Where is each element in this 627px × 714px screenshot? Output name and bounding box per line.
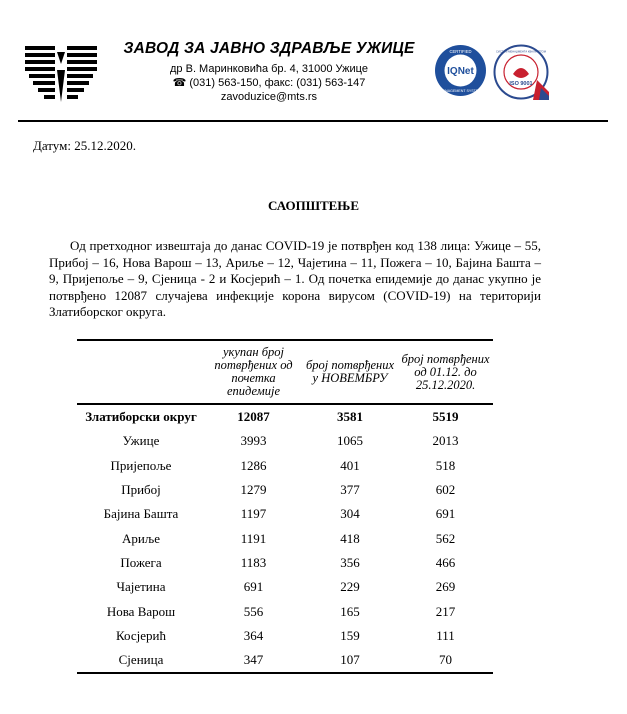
- cell-december: 562: [435, 530, 456, 546]
- header-divider: [18, 120, 608, 122]
- cell-november: 304: [340, 506, 360, 522]
- cell-total: 1183: [240, 554, 267, 570]
- row-name: Косјерић: [116, 627, 166, 643]
- table-row: [77, 502, 493, 526]
- iqnet-label: IQNet: [447, 66, 474, 77]
- cell-november: 377: [340, 482, 360, 498]
- cell-total: 1197: [240, 506, 267, 522]
- table-row: [77, 454, 493, 478]
- row-name: Пожега: [120, 554, 162, 570]
- cell-november: 356: [340, 554, 360, 570]
- cell-december: 70: [439, 652, 452, 668]
- table-row: [77, 526, 493, 550]
- cell-total: 1191: [240, 530, 267, 546]
- table-row: [77, 575, 493, 599]
- table-header-blank: [77, 340, 205, 404]
- cell-total: 3993: [240, 433, 267, 449]
- cell-total: 364: [243, 627, 264, 643]
- iso-label: ISO 9001: [509, 81, 533, 87]
- document-date: Датум: 25.12.2020.: [33, 138, 136, 153]
- iso-ring-text: СИСТЕМ МЕНАЏМЕНТА КВАЛИТЕТОМ: [495, 50, 547, 54]
- cell-november: 165: [340, 603, 360, 619]
- table-row: [77, 624, 493, 648]
- organization-email: zavoduzice@mts.rs: [220, 91, 318, 103]
- cell-december: 269: [435, 579, 456, 595]
- cell-total: 1279: [240, 482, 267, 498]
- cell-november: 229: [340, 579, 360, 595]
- column-header-november: број потврђених у НОВЕМБРУ: [305, 358, 395, 385]
- row-name: Нова Варош: [106, 603, 176, 619]
- letterhead: [23, 40, 607, 116]
- cell-december: 518: [435, 457, 456, 473]
- cell-november: 159: [340, 627, 360, 643]
- cell-december: 691: [435, 506, 456, 522]
- table-row: [77, 599, 493, 623]
- organization-address: др В. Маринковића бр. 4, 31000 Ужице: [170, 63, 368, 75]
- table-row: [77, 429, 493, 453]
- cell-november: 1065: [337, 433, 363, 449]
- cell-december: 217: [435, 603, 456, 619]
- cell-november: 401: [340, 457, 360, 473]
- column-header-total: укупан број потврђених од почетка епидемије: [214, 345, 293, 398]
- row-name: Чајетина: [116, 579, 166, 595]
- cell-december: 602: [435, 482, 456, 498]
- row-name: Бајина Башта: [103, 506, 179, 522]
- cell-december: 466: [435, 554, 456, 570]
- cell-total: 12087: [237, 409, 270, 425]
- cases-table: [77, 339, 493, 674]
- iqnet-certification-logo: [434, 44, 487, 97]
- organization-name: ЗАВОД ЗА ЈАВНО ЗДРАВЉЕ УЖИЦЕ: [123, 40, 415, 57]
- column-header-december: број потврђених од 01.12. до 25.12.2020.: [401, 351, 490, 392]
- table-header-row: [77, 340, 493, 404]
- cell-november: 418: [340, 530, 360, 546]
- table-row: [77, 478, 493, 502]
- cell-total: 1286: [240, 457, 267, 473]
- table-row: [77, 551, 493, 575]
- row-name: Прибој: [121, 482, 161, 498]
- organization-phone: ☎ (031) 563-150, факс: (031) 563-147: [172, 77, 366, 89]
- cell-november: 3581: [337, 409, 363, 425]
- iqnet-ring-bottom: MANAGEMENT SYSTEM: [439, 89, 482, 93]
- organization-block: [119, 40, 419, 104]
- cell-total: 556: [243, 603, 264, 619]
- table-row-total: [77, 404, 493, 429]
- table-row: [77, 648, 493, 673]
- cell-december: 111: [436, 627, 455, 643]
- announcement-paragraph: Од претходног извештаја до данас COVID-19 је потврђен код 138 лица: Ужице – 55, Прибој – 16, Нова Варош – 13, Ариље – 12, Чајетина – 11, Пожега – 10, Бајина Башта – 9, Пријепоље – 9, Сјеница - 2 и Косјерић – 1. Од почетка епидемије до данас укупно је потврђено 12087 случајева инфекције корона вирусом (COVID-19) на територији Златиборског округа.: [49, 238, 541, 319]
- institute-logo: [23, 44, 99, 106]
- cell-total: 347: [243, 652, 264, 668]
- row-name: Сјеница: [118, 652, 164, 668]
- row-name: Златиборски округ: [85, 409, 197, 425]
- cell-december: 5519: [432, 409, 459, 425]
- cell-total: 691: [243, 579, 264, 595]
- cell-november: 107: [340, 652, 360, 668]
- cell-december: 2013: [432, 433, 459, 449]
- iqnet-ring-top: CERTIFIED: [449, 49, 472, 54]
- iso-9001-certification-logo: [493, 44, 549, 100]
- row-name: Ариље: [121, 530, 161, 546]
- row-name: Пријепоље: [110, 457, 172, 473]
- row-name: Ужице: [122, 433, 160, 449]
- document-title: САОПШТЕЊЕ: [267, 198, 360, 213]
